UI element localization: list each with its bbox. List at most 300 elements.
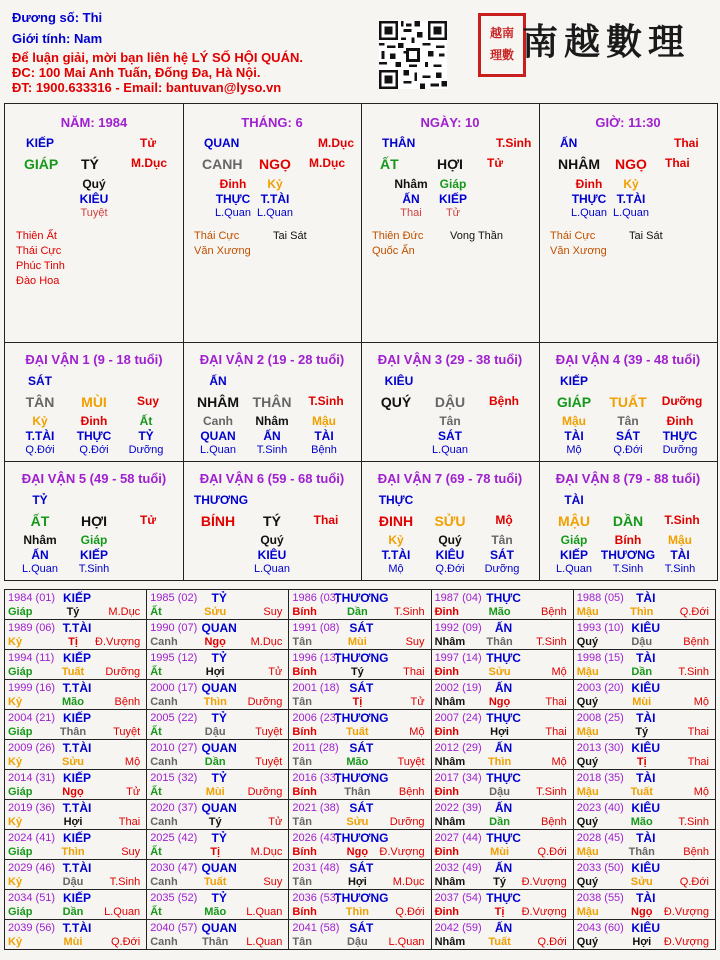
year-label: 2006 (23) bbox=[292, 712, 340, 724]
year-ten-god: KIÊU bbox=[631, 681, 661, 695]
year-branch: Tý bbox=[66, 606, 80, 618]
luck-hidden-ten-god: KIẾP bbox=[559, 548, 589, 562]
year-ten-god: KIẾP bbox=[62, 711, 92, 725]
year-cell bbox=[573, 860, 715, 890]
year-stem: Bính bbox=[292, 906, 317, 918]
year-label: 1986 (03) bbox=[292, 592, 340, 604]
luck-hidden-ten-god: T.TÀI bbox=[381, 548, 411, 562]
year-stem: Đinh bbox=[434, 666, 460, 678]
year-cell bbox=[5, 650, 147, 680]
year-cell bbox=[431, 890, 573, 920]
year-ten-god: KIẾP bbox=[62, 651, 92, 665]
pillar-stem-phase: T.Sinh bbox=[496, 136, 532, 150]
year-ten-god: TỶ bbox=[211, 891, 227, 905]
year-stem: Bính bbox=[292, 786, 317, 798]
year-stem: Đinh bbox=[434, 906, 460, 918]
year-phase: Mộ bbox=[409, 726, 425, 738]
year-ten-god: T.TÀI bbox=[62, 741, 92, 755]
year-stem: Giáp bbox=[8, 786, 33, 798]
year-branch: Thìn bbox=[630, 606, 654, 618]
year-label: 2003 (20) bbox=[576, 682, 624, 694]
year-label: 2028 (45) bbox=[576, 832, 624, 844]
luck-hidden-ten-god: THƯƠNG bbox=[600, 548, 656, 562]
pillar-ten-god: THÂN bbox=[382, 136, 416, 150]
year-branch: Thân bbox=[628, 846, 655, 858]
year-ten-god: TỶ bbox=[211, 711, 227, 725]
year-phase: Mộ bbox=[124, 756, 141, 768]
owner-label: Đương số: bbox=[12, 10, 80, 25]
year-branch: Thân bbox=[202, 936, 229, 948]
year-phase: Thai bbox=[687, 756, 709, 768]
year-branch: Thân bbox=[344, 786, 371, 798]
luck-hidden-stem: Quý bbox=[438, 533, 462, 547]
year-phase: Bệnh bbox=[398, 786, 425, 798]
luck-title: ĐẠI VẬN 2 (19 - 28 tuổi) bbox=[199, 352, 345, 367]
year-cell bbox=[5, 590, 147, 620]
year-ten-god: TÀI bbox=[636, 591, 656, 605]
pillar-star: Thái Cực bbox=[194, 230, 240, 242]
year-phase: Q.Đới bbox=[679, 876, 709, 888]
year-branch: Dần bbox=[62, 906, 84, 918]
year-phase: Tuyệt bbox=[113, 726, 141, 738]
pillar-ten-god: KIẾP bbox=[26, 136, 55, 150]
year-phase: Đ.Vượng bbox=[663, 936, 709, 948]
year-branch: Tý bbox=[350, 666, 364, 678]
year-phase: Bệnh bbox=[541, 606, 567, 618]
year-cell bbox=[5, 770, 147, 800]
year-phase: Đ.Vượng bbox=[521, 876, 567, 888]
year-phase: Mộ bbox=[551, 666, 567, 678]
year-branch: Tị bbox=[210, 846, 221, 858]
year-label: 2009 (26) bbox=[8, 742, 56, 754]
year-cell bbox=[431, 800, 573, 830]
year-branch: Thìn bbox=[487, 756, 512, 768]
gender-value: Nam bbox=[73, 31, 103, 46]
year-label: 1994 (11) bbox=[8, 652, 55, 664]
year-stem: Nhâm bbox=[434, 696, 466, 708]
year-branch: Tị bbox=[494, 906, 505, 918]
luck-ten-god: TÀI bbox=[564, 493, 584, 507]
year-stem: Tân bbox=[292, 936, 312, 948]
year-ten-god: ẤN bbox=[494, 801, 513, 815]
year-ten-god: KIÊU bbox=[631, 861, 661, 875]
year-stem: Tân bbox=[292, 636, 312, 648]
year-label: 2038 (55) bbox=[576, 892, 624, 904]
year-stem: Quý bbox=[576, 936, 599, 948]
pillar-hidden-ten-god: THỰC bbox=[571, 192, 607, 206]
luck-hidden-stem: Đinh bbox=[666, 414, 694, 428]
year-branch: Tuất bbox=[488, 936, 511, 948]
year-cell bbox=[289, 710, 431, 740]
year-label: 2010 (27) bbox=[150, 742, 198, 754]
luck-hidden-ten-god: KIÊU bbox=[435, 548, 465, 562]
year-cell bbox=[431, 740, 573, 770]
year-ten-god: TỶ bbox=[211, 651, 227, 665]
year-phase: Đ.Vượng bbox=[663, 906, 709, 918]
pillar-hidden-phase: L.Quan bbox=[256, 207, 294, 219]
year-ten-god: SÁT bbox=[349, 621, 374, 635]
luck-hidden-phase: L.Quan bbox=[21, 563, 59, 575]
pillar-stem: CANH bbox=[202, 156, 243, 172]
luck-hidden-ten-god: QUAN bbox=[200, 429, 236, 443]
pillar-hidden-stem: Đinh bbox=[219, 177, 247, 191]
luck-hidden-phase: T.Sinh bbox=[78, 563, 110, 575]
year-cell bbox=[289, 620, 431, 650]
luck-hidden-phase: Q.Đới bbox=[79, 444, 109, 456]
year-phase: Dưỡng bbox=[247, 786, 283, 798]
contact-line-1: Để luận giải, mời bạn liên hệ LÝ SỐ HỘI QUÁN. bbox=[12, 50, 303, 65]
year-stem: Mậu bbox=[576, 846, 599, 858]
luck-branch: MÙI bbox=[81, 394, 107, 410]
luck-hidden-phase: L.Quan bbox=[555, 563, 593, 575]
year-cell bbox=[289, 590, 431, 620]
year-stem: Kỷ bbox=[8, 756, 23, 768]
year-label: 2033 (50) bbox=[576, 862, 624, 874]
year-phase: Tuyệt bbox=[397, 756, 425, 768]
luck-hidden-stem: Giáp bbox=[80, 533, 108, 547]
year-cell bbox=[147, 590, 289, 620]
year-ten-god: THỰC bbox=[486, 591, 521, 605]
year-branch: Tý bbox=[208, 816, 222, 828]
year-stem: Mậu bbox=[576, 606, 599, 618]
year-cell bbox=[147, 680, 289, 710]
year-stem: Quý bbox=[576, 696, 599, 708]
year-stem: Quý bbox=[576, 876, 599, 888]
year-phase: Bệnh bbox=[683, 636, 709, 648]
contact-phone-email: ĐT: 1900.633316 - Email: bantuvan@lyso.vn bbox=[12, 80, 282, 95]
year-label: 1997 (14) bbox=[434, 652, 482, 664]
year-label: 2025 (42) bbox=[150, 832, 198, 844]
year-phase: Q.Đới bbox=[679, 606, 709, 618]
luck-hidden-stem: Mậu bbox=[312, 414, 336, 428]
year-branch: Hợi bbox=[347, 876, 367, 888]
pillar-star: Thiên Ất bbox=[16, 230, 57, 242]
year-branch: Tị bbox=[636, 756, 647, 768]
year-branch: Tý bbox=[493, 876, 506, 888]
luck-hidden-phase: Q.Đới bbox=[25, 444, 55, 456]
luck-phase: Bệnh bbox=[489, 394, 519, 408]
year-ten-god: QUAN bbox=[201, 861, 237, 875]
luck-branch: DẬU bbox=[434, 394, 466, 410]
year-ten-god: KIẾP bbox=[62, 831, 92, 845]
year-ten-god: QUAN bbox=[201, 921, 237, 935]
year-branch: Dần bbox=[489, 816, 510, 828]
year-stem: Canh bbox=[150, 756, 178, 768]
year-label: 2039 (56) bbox=[8, 922, 56, 934]
year-branch: Mão bbox=[488, 606, 511, 618]
year-stem: Nhâm bbox=[434, 876, 466, 888]
year-phase: Q.Đới bbox=[537, 936, 567, 948]
pillar-hidden-ten-god: T.TÀI bbox=[260, 192, 290, 206]
year-stem: Kỷ bbox=[8, 696, 23, 708]
luck-hidden-stem: Ất bbox=[139, 414, 153, 428]
luck-phase: Dưỡng bbox=[661, 394, 703, 408]
year-branch: Dậu bbox=[204, 726, 226, 738]
year-cell bbox=[147, 800, 289, 830]
pillar-stem: ẤT bbox=[380, 156, 399, 172]
year-branch: Tuất bbox=[61, 666, 85, 678]
year-label: 2041 (58) bbox=[292, 922, 340, 934]
pillar-stem-phase: M.Dục bbox=[318, 136, 354, 150]
year-cell bbox=[289, 740, 431, 770]
year-label: 2020 (37) bbox=[150, 802, 198, 814]
year-label: 2036 (53) bbox=[292, 892, 340, 904]
year-label: 2029 (46) bbox=[8, 862, 56, 874]
luck-hidden-phase: Mộ bbox=[388, 563, 404, 575]
year-label: 1998 (15) bbox=[576, 652, 624, 664]
year-label: 2031 (48) bbox=[292, 862, 340, 874]
pillar-hidden-phase: Tử bbox=[445, 207, 461, 219]
year-cell bbox=[5, 680, 147, 710]
year-phase: L.Quan bbox=[246, 936, 283, 948]
year-ten-god: TÀI bbox=[636, 711, 656, 725]
year-phase: Suy bbox=[263, 876, 283, 888]
year-stem: Giáp bbox=[8, 906, 33, 918]
pillar-stem: GIÁP bbox=[24, 156, 59, 172]
year-branch: Tuất bbox=[203, 876, 227, 888]
year-branch: Tuất bbox=[630, 786, 653, 798]
year-branch: Mùi bbox=[632, 696, 652, 708]
luck-ten-god: THƯƠNG bbox=[193, 493, 249, 507]
year-ten-god: QUAN bbox=[201, 681, 237, 695]
year-phase: Thai bbox=[687, 726, 709, 738]
year-phase: T.Sinh bbox=[678, 666, 709, 678]
year-phase: Tuyệt bbox=[255, 756, 283, 768]
year-branch: Mùi bbox=[205, 786, 225, 798]
year-stem: Canh bbox=[150, 876, 178, 888]
luck-branch: HỢI bbox=[81, 513, 107, 529]
pillar-branch: NGỌ bbox=[615, 156, 647, 172]
year-stem: Giáp bbox=[8, 606, 33, 618]
luck-hidden-ten-god: KIÊU bbox=[257, 548, 287, 562]
year-label: 1989 (06) bbox=[8, 622, 56, 634]
year-stem: Giáp bbox=[8, 726, 33, 738]
year-branch: Sửu bbox=[346, 816, 369, 828]
year-label: 2037 (54) bbox=[434, 892, 482, 904]
luck-hidden-ten-god: TÀI bbox=[564, 429, 584, 443]
year-ten-god: KIÊU bbox=[631, 621, 661, 635]
year-phase: Thai bbox=[403, 666, 425, 678]
year-branch: Tị bbox=[68, 636, 78, 648]
year-phase: L.Quan bbox=[104, 906, 141, 918]
year-ten-god: SÁT bbox=[349, 741, 374, 755]
luck-title: ĐẠI VẬN 5 (49 - 58 tuổi) bbox=[21, 471, 167, 486]
year-cell bbox=[147, 710, 289, 740]
pillar-hidden-stem: Giáp bbox=[439, 177, 467, 191]
luck-hidden-ten-god: KIẾP bbox=[79, 548, 109, 562]
pillar-title: NĂM: 1984 bbox=[60, 115, 128, 130]
year-phase: Đ.Vượng bbox=[521, 906, 567, 918]
pillar-stem-phase: Thai bbox=[674, 136, 699, 150]
year-cell bbox=[147, 830, 289, 860]
year-stem: Nhâm bbox=[434, 936, 466, 948]
year-branch: Dần bbox=[346, 606, 368, 618]
luck-hidden-ten-god: ẤN bbox=[31, 548, 49, 562]
luck-hidden-phase: L.Quan bbox=[199, 444, 237, 456]
year-label: 2043 (60) bbox=[576, 922, 624, 934]
luck-stem: BÍNH bbox=[200, 513, 236, 529]
pillar-title: THÁNG: 6 bbox=[241, 115, 303, 130]
luck-hidden-ten-god: SÁT bbox=[438, 429, 462, 443]
year-branch: Tị bbox=[352, 696, 363, 708]
year-phase: Bệnh bbox=[541, 816, 567, 828]
year-branch: Mùi bbox=[490, 846, 510, 858]
luck-hidden-stem: Kỷ bbox=[32, 414, 48, 428]
luck-ten-god: SÁT bbox=[28, 374, 52, 388]
year-stem: Bính bbox=[292, 666, 317, 678]
year-ten-god: QUAN bbox=[201, 621, 237, 635]
year-phase: Tử bbox=[126, 786, 141, 798]
year-branch: Ngọ bbox=[346, 846, 369, 858]
luck-hidden-stem: Canh bbox=[203, 414, 233, 428]
year-stem: Tân bbox=[292, 816, 312, 828]
year-cell bbox=[289, 830, 431, 860]
year-cell bbox=[5, 800, 147, 830]
year-ten-god: T.TÀI bbox=[62, 801, 92, 815]
pillar-hidden-ten-god: KIẾP bbox=[438, 192, 468, 206]
year-branch: Hợi bbox=[632, 936, 652, 948]
year-label: 1992 (09) bbox=[434, 622, 482, 634]
luck-hidden-ten-god: TÀI bbox=[670, 548, 690, 562]
pillar-star: Đào Hoa bbox=[16, 275, 60, 287]
luck-hidden-ten-god: THỰC bbox=[76, 429, 112, 443]
pillar-star: Văn Xương bbox=[550, 245, 607, 257]
luck-branch: TUẤT bbox=[609, 394, 647, 410]
pillar-hidden-ten-god: THỰC bbox=[215, 192, 251, 206]
pillar-hidden-stem: Nhâm bbox=[394, 177, 428, 191]
year-stem: Kỷ bbox=[8, 816, 23, 828]
year-cell bbox=[147, 620, 289, 650]
year-stem: Mậu bbox=[576, 726, 599, 738]
pillar-hidden-phase: L.Quan bbox=[612, 207, 650, 219]
year-ten-god: SÁT bbox=[349, 801, 374, 815]
year-cell bbox=[431, 770, 573, 800]
year-branch: Mão bbox=[630, 816, 653, 828]
year-stem: Tân bbox=[292, 696, 312, 708]
luck-hidden-stem: Nhâm bbox=[255, 414, 289, 428]
year-branch: Mão bbox=[62, 696, 84, 708]
year-ten-god: THỰC bbox=[486, 651, 521, 665]
year-cell bbox=[5, 920, 147, 950]
year-label: 1995 (12) bbox=[150, 652, 198, 664]
luck-stem: MẬU bbox=[558, 513, 590, 529]
pillar-star-secondary: Vong Thần bbox=[450, 230, 504, 242]
year-branch: Sửu bbox=[630, 876, 653, 888]
year-branch: Mão bbox=[346, 756, 369, 768]
year-cell bbox=[147, 770, 289, 800]
year-phase: Đ.Vượng bbox=[379, 846, 425, 858]
pillar-branch: NGỌ bbox=[259, 156, 291, 172]
year-cell bbox=[289, 860, 431, 890]
year-ten-god: THỰC bbox=[486, 711, 521, 725]
year-label: 1990 (07) bbox=[150, 622, 198, 634]
year-label: 2040 (57) bbox=[150, 922, 198, 934]
yearly-table bbox=[4, 589, 716, 950]
year-branch: Ngọ bbox=[62, 786, 84, 798]
pillar-star: Thái Cực bbox=[16, 245, 62, 257]
year-stem: Mậu bbox=[576, 906, 599, 918]
year-stem: Ất bbox=[150, 846, 162, 858]
luck-title: ĐẠI VẬN 4 (39 - 48 tuổi) bbox=[555, 352, 701, 367]
year-branch: Sửu bbox=[204, 606, 227, 618]
luck-phase: T.Sinh bbox=[308, 394, 344, 408]
year-ten-god: THỰC bbox=[486, 891, 521, 905]
pillar-hidden-stem: Đinh bbox=[575, 177, 603, 191]
year-label: 2019 (36) bbox=[8, 802, 56, 814]
year-stem: Giáp bbox=[8, 666, 33, 678]
year-phase: M.Dục bbox=[108, 606, 141, 618]
year-cell bbox=[573, 620, 715, 650]
luck-branch: DẦN bbox=[612, 513, 644, 529]
year-label: 2023 (40) bbox=[576, 802, 624, 814]
year-ten-god: ẤN bbox=[494, 681, 513, 695]
qr-code bbox=[379, 21, 447, 89]
year-phase: L.Quan bbox=[388, 936, 425, 948]
year-cell bbox=[573, 920, 715, 950]
year-ten-god: SÁT bbox=[349, 681, 374, 695]
year-ten-god: SÁT bbox=[349, 921, 374, 935]
luck-hidden-phase: T.Sinh bbox=[664, 563, 696, 575]
luck-phase: Tử bbox=[139, 513, 157, 527]
luck-hidden-stem: Mậu bbox=[668, 533, 692, 547]
luck-ten-god: TỶ bbox=[32, 493, 48, 507]
luck-hidden-ten-god: T.TÀI bbox=[25, 429, 55, 443]
year-ten-god: THƯƠNG bbox=[334, 591, 389, 605]
pillar-hidden-phase: L.Quan bbox=[570, 207, 608, 219]
year-ten-god: TỶ bbox=[211, 591, 227, 605]
year-phase: M.Dục bbox=[250, 636, 283, 648]
year-phase: Tử bbox=[410, 696, 425, 708]
year-branch: Sửu bbox=[488, 666, 511, 678]
pillar-hidden-ten-god: T.TÀI bbox=[616, 192, 646, 206]
year-label: 2030 (47) bbox=[150, 862, 198, 874]
year-phase: Thai bbox=[545, 696, 567, 708]
pillar-hidden-phase: Thai bbox=[400, 207, 422, 219]
year-cell bbox=[289, 800, 431, 830]
luck-stem: ĐINH bbox=[378, 513, 414, 529]
luck-hidden-ten-god: TỶ bbox=[138, 429, 154, 443]
year-phase: Suy bbox=[405, 636, 425, 648]
year-branch: Mùi bbox=[347, 636, 367, 648]
year-ten-god: THƯƠNG bbox=[334, 771, 389, 785]
year-cell bbox=[5, 620, 147, 650]
year-cell bbox=[147, 860, 289, 890]
year-phase: Q.Đới bbox=[537, 846, 567, 858]
year-cell bbox=[147, 650, 289, 680]
year-ten-god: THƯƠNG bbox=[334, 711, 389, 725]
year-phase: M.Dục bbox=[250, 846, 283, 858]
luck-hidden-ten-god: ẤN bbox=[263, 429, 281, 443]
year-phase: Tuyệt bbox=[255, 726, 283, 738]
pillar-star-secondary: Tai Sát bbox=[273, 230, 307, 242]
seal-stamp bbox=[478, 13, 526, 77]
contact-address: ĐC: 100 Mai Anh Tuấn, Đống Đa, Hà Nội. bbox=[12, 65, 261, 80]
year-ten-god: THƯƠNG bbox=[334, 831, 389, 845]
year-label: 2004 (21) bbox=[8, 712, 56, 724]
luck-hidden-ten-god: THỰC bbox=[662, 429, 698, 443]
pillar-stem-phase: Tử bbox=[140, 136, 157, 150]
year-branch: Dần bbox=[204, 756, 226, 768]
year-label: 2008 (25) bbox=[576, 712, 624, 724]
year-label: 2021 (38) bbox=[292, 802, 340, 814]
luck-stem: QUÝ bbox=[380, 394, 412, 410]
year-cell bbox=[573, 890, 715, 920]
year-cell bbox=[431, 920, 573, 950]
year-phase: Mộ bbox=[693, 696, 709, 708]
luck-hidden-phase: L.Quan bbox=[431, 444, 469, 456]
year-cell bbox=[5, 710, 147, 740]
year-branch: Thân bbox=[486, 636, 513, 648]
